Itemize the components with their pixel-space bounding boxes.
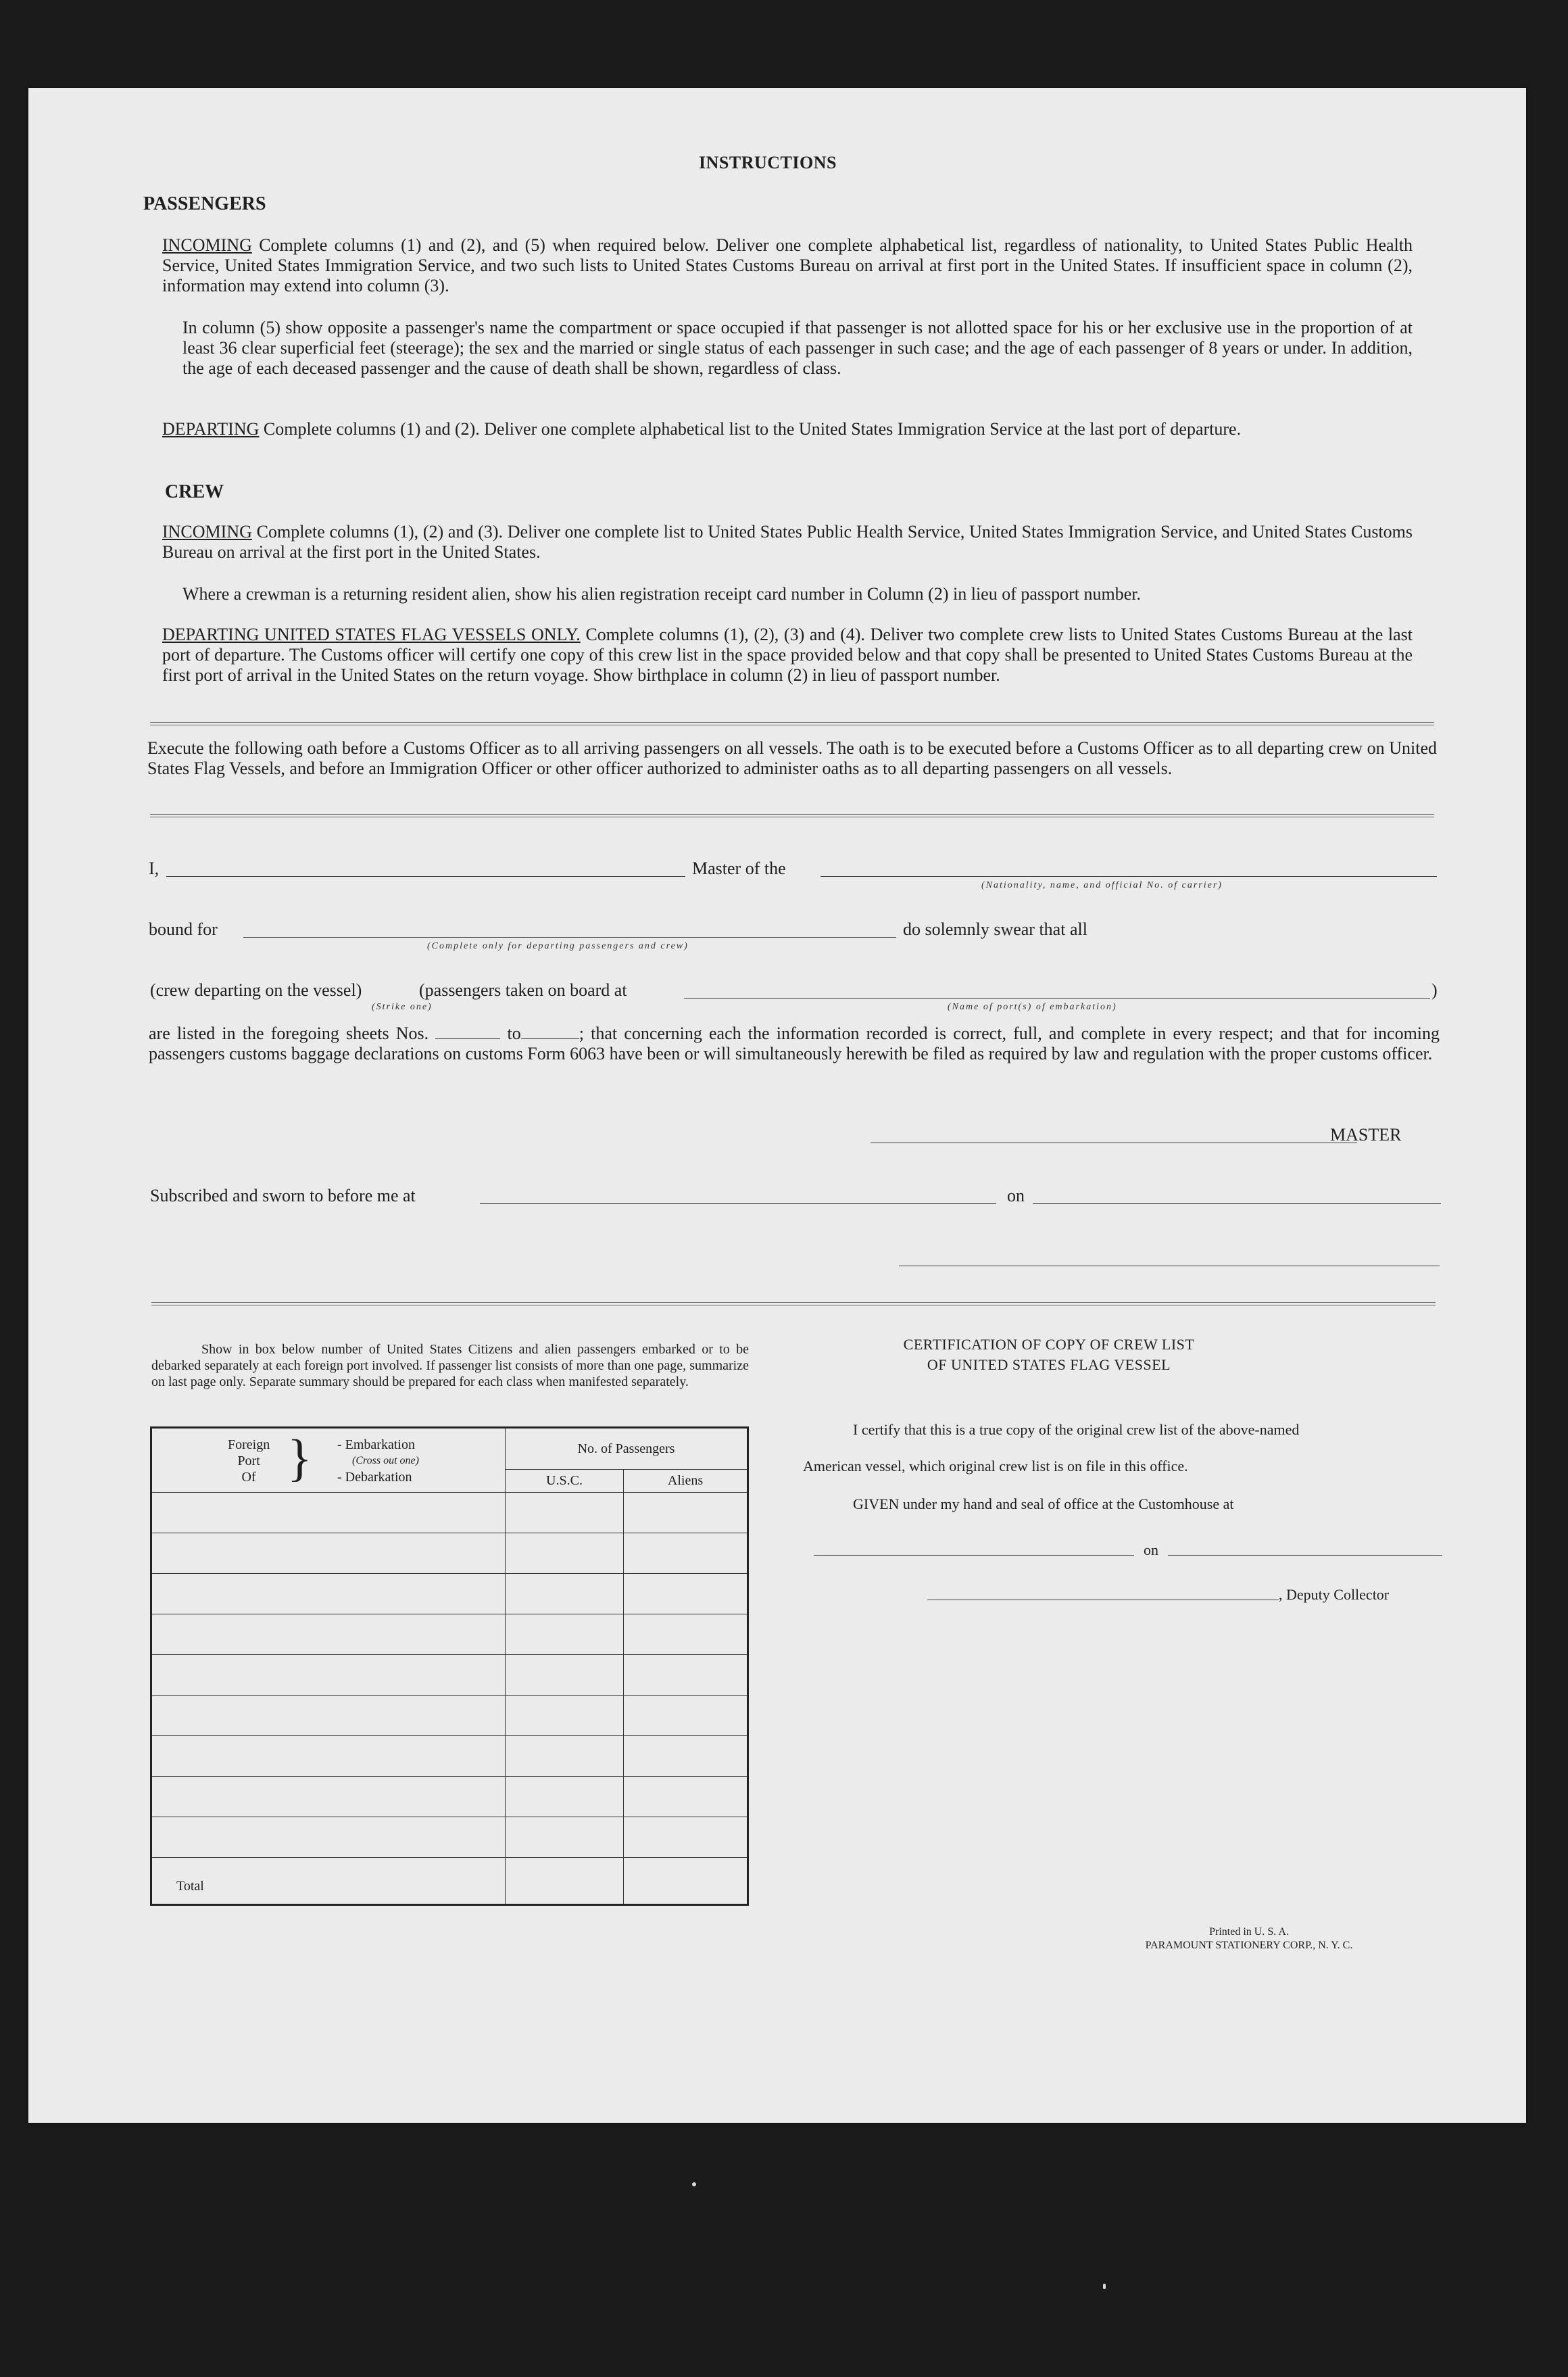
aliens-cell[interactable] [624,1696,748,1736]
table-row [151,1777,748,1817]
crew-departing-text: Complete columns (1), (2), (3) and (4). Deliver two complete crew lists to United States Customs Bureau at the last port of departure. The Customs officer will certify one copy of this crew list in the space provided below and that copy shall be presented to United States Customs Bureau at the first port of arrival in the United States on the return voyage. Show birthplace in column (2) in lieu of passport number. [162,625,1413,685]
table-row [151,1533,748,1574]
master-name-field[interactable] [166,876,685,877]
aliens-cell[interactable] [624,1614,748,1655]
strike-caption: (Strike one) [372,1002,433,1012]
cross-out-label: (Cross out one) [352,1455,419,1466]
total-usc-cell[interactable] [506,1858,624,1905]
passenger-summary-table [150,1426,749,1906]
usc-cell[interactable] [506,1533,624,1574]
port-cell[interactable] [151,1493,506,1533]
document-page [28,88,1526,2123]
certification-title-line2: OF UNITED STATES FLAG VESSEL [927,1356,1171,1373]
usc-cell[interactable] [506,1614,624,1655]
master-of-the-label: Master of the [692,859,786,878]
ports-caption: (Name of port(s) of embarkation) [948,1002,1117,1012]
total-aliens-cell[interactable] [624,1858,748,1905]
table-row [151,1574,748,1614]
passengers-departing-label: DEPARTING [162,419,260,439]
subscribed-label: Subscribed and sworn to before me at [150,1186,416,1205]
certification-given: GIVEN under my hand and seal of office at the Customhouse at [853,1495,1234,1512]
table-row [151,1655,748,1696]
scan-speck [1103,2284,1106,2289]
close-paren: ) [1431,980,1438,1000]
aliens-header: Aliens [624,1470,748,1493]
crew-departing-paragraph [162,625,1413,686]
total-row [151,1858,748,1905]
brace-icon: } [287,1430,312,1487]
subscribed-place-field[interactable] [480,1203,996,1204]
passengers-incoming-paragraph [162,235,1413,296]
table-row [151,1493,748,1533]
passengers-incoming-label: INCOMING [162,235,252,255]
usc-cell[interactable] [506,1574,624,1614]
page-title: INSTRUCTIONS [699,153,837,172]
crew-departing-label: DEPARTING UNITED STATES FLAG VESSELS ONLY. [162,625,581,644]
usc-cell[interactable] [506,1493,624,1533]
crew-heading: CREW [165,481,224,502]
usc-cell[interactable] [506,1655,624,1696]
master-label: MASTER [1330,1125,1402,1145]
port-cell[interactable] [151,1817,506,1858]
listed-text: ; that concerning each the information recorded is correct, full, and complete in every respect; and that for incoming passengers customs baggage declarations on customs Form 6063 have been or will simultaneously herewith be filed as required by law and regulation with the proper customs officer. [149,1024,1440,1063]
carrier-field[interactable] [820,876,1437,877]
divider [150,722,1434,725]
certification-title-line1: CERTIFICATION OF COPY OF CREW LIST [903,1336,1195,1353]
table-row [151,1736,748,1777]
passengers-taken-option: (passengers taken on board at [419,980,627,1000]
certification-title [812,1335,1285,1375]
of-label: Of [241,1470,256,1485]
bound-for-label: bound for [149,919,218,939]
certification-line2: American vessel, which original crew list is on file in this office. [803,1458,1188,1474]
passengers-departing-text: Complete columns (1) and (2). Deliver one complete alphabetical list to the United States Immigration Service at the last port of departure. [263,419,1242,439]
summary-note: Show in box below number of United States Citizens and alien passengers embarked or to be debarked separately at each foreign port involved. If passenger list consists of more than one page, summarize on last page only. Separate summary should be prepared for each class when manifested separately. [151,1342,749,1389]
certification-on-label: on [1144,1541,1158,1558]
port-label: Port [237,1454,260,1468]
passengers-incoming-text: Complete columns (1) and (2), and (5) when required below. Deliver one complete alphabetical list, regardless of nationality, to United States Public Health Service, United States Immigration Service, and two such lists to United States Customs Bureau on arrival at first port in the United States. If insufficient space in column (2), information may extend into column (3). [162,235,1413,295]
divider [151,1302,1436,1305]
usc-cell[interactable] [506,1696,624,1736]
aliens-cell[interactable] [624,1655,748,1696]
certification-line1: I certify that this is a true copy of the original crew list of the above-named [853,1421,1300,1438]
table-row [151,1817,748,1858]
usc-cell[interactable] [506,1736,624,1777]
swear-label: do solemnly swear that all [903,919,1087,939]
port-cell[interactable] [151,1777,506,1817]
bound-for-caption: (Complete only for departing passengers and crew) [427,941,689,951]
no-passengers-header: No. of Passengers [506,1428,748,1470]
aliens-cell[interactable] [624,1736,748,1777]
crew-incoming-paragraph [162,522,1413,562]
printer-imprint [1107,1925,1391,1952]
divider [150,814,1434,817]
port-header-cell [151,1428,506,1493]
usc-cell[interactable] [506,1777,624,1817]
oath-listed-paragraph [149,1024,1440,1064]
listed-prefix: are listed in the foregoing sheets Nos. [149,1024,429,1043]
deputy-collector-label: , Deputy Collector [1279,1586,1390,1603]
usc-header: U.S.C. [506,1470,624,1493]
sheet-from-field[interactable] [435,1038,500,1039]
embarkation-label: - Embarkation [337,1437,415,1452]
port-cell[interactable] [151,1533,506,1574]
port-cell[interactable] [151,1736,506,1777]
table-row [151,1696,748,1736]
port-cell[interactable] [151,1574,506,1614]
to-label: to [507,1024,521,1043]
subscribed-date-field[interactable] [1033,1203,1441,1204]
aliens-cell[interactable] [624,1493,748,1533]
printer-line1: Printed in U. S. A. [1209,1926,1289,1938]
sheet-to-field[interactable] [521,1038,579,1039]
passengers-heading: PASSENGERS [143,193,266,214]
oath-intro-paragraph: Execute the following oath before a Customs Officer as to all arriving passengers on all vessels. The oath is to be executed before a Customs Officer as to all departing crew on United States Flag Vessels, and before an Immigration Officer or other officer authorized to administer oaths as to all departing passengers on all vessels. [147,738,1437,778]
bound-for-field[interactable] [243,937,896,938]
total-label: Total [151,1858,506,1905]
port-cell[interactable] [151,1614,506,1655]
aliens-cell[interactable] [624,1533,748,1574]
table-row [151,1614,748,1655]
certification-date-field[interactable] [1168,1555,1442,1556]
aliens-cell[interactable] [624,1574,748,1614]
port-cell[interactable] [151,1655,506,1696]
carrier-caption: (Nationality, name, and official No. of carrier) [981,880,1223,890]
crew-incoming-text: Complete columns (1), (2) and (3). Deliver one complete list to United States Public Health Service, United States Immigration Service, and United States Customs Bureau on arrival at the first port in the United States. [162,522,1413,562]
on-label: on [1007,1186,1025,1205]
aliens-cell[interactable] [624,1817,748,1858]
usc-cell[interactable] [506,1817,624,1858]
customhouse-field[interactable] [814,1555,1134,1556]
crew-incoming-label: INCOMING [162,522,252,542]
passengers-departing-paragraph [162,419,1413,439]
oath-i-label: I, [149,859,160,878]
debarkation-label: - Debarkation [337,1470,412,1485]
port-cell[interactable] [151,1696,506,1736]
foreign-label: Foreign [228,1437,270,1452]
crew-resident-paragraph: Where a crewman is a returning resident alien, show his alien registration receipt card number in Column (2) in lieu of passport number. [182,584,1142,604]
crew-departing-option: (crew departing on the vessel) [150,980,362,1000]
aliens-cell[interactable] [624,1777,748,1817]
passengers-column5-paragraph: In column (5) show opposite a passenger's name the compartment or space occupied if that passenger is not allotted space for his or her exclusive use in the proportion of at least 36 clear superficial feet (steerage); the sex and the married or single status of each passenger in such case; and the age of each passenger of 8 years or under. In addition, the age of each deceased passenger and the cause of death shall be shown, regardless of class. [182,318,1413,378]
scan-speck [692,2182,696,2186]
ports-field[interactable] [684,998,1430,999]
printer-line2: PARAMOUNT STATIONERY CORP., N. Y. C. [1145,1940,1353,1951]
